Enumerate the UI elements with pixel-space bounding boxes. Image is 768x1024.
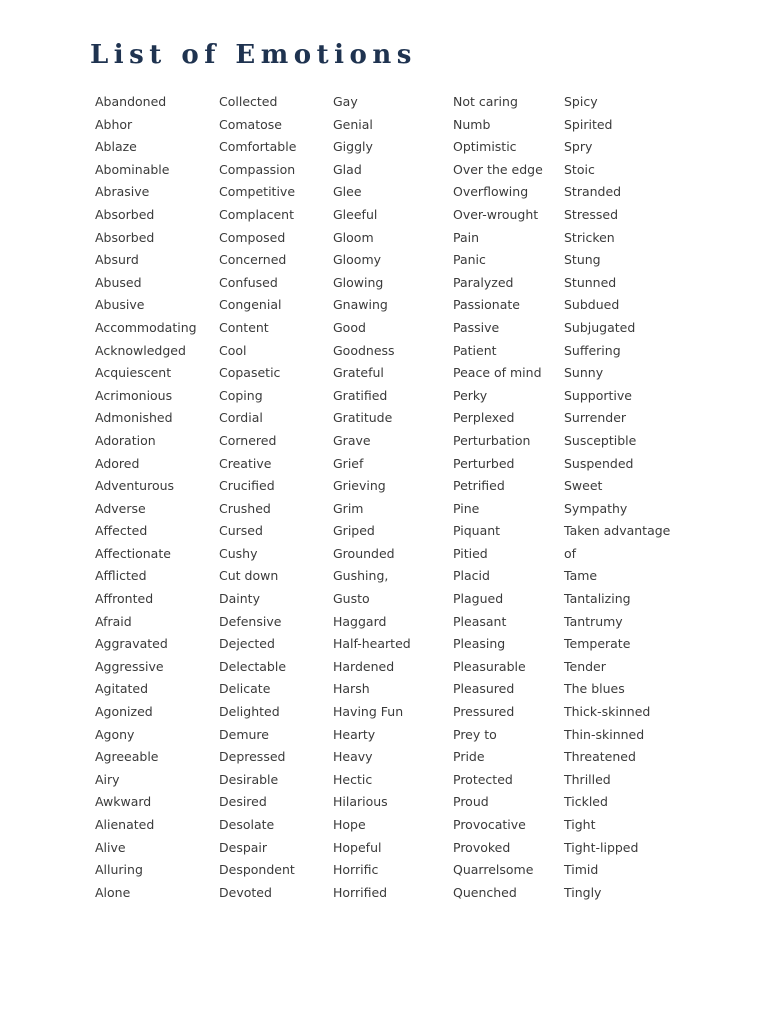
emotion-word: Content — [219, 319, 269, 335]
emotion-word: Hope — [333, 817, 366, 832]
emotion-word: Harsh — [333, 681, 370, 697]
emotion-word: Stranded — [564, 184, 622, 200]
emotion-word: Absorbed — [95, 206, 155, 222]
emotion-word: Grounded — [333, 545, 395, 561]
emotion-word: Hardened — [333, 658, 395, 674]
emotion-word: Afraid — [95, 613, 132, 629]
emotion-word: Subdued — [564, 297, 620, 313]
emotion-word: Abrasive — [95, 184, 150, 200]
emotion-word: Despondent — [219, 862, 295, 878]
emotion-word: Pride — [453, 749, 485, 765]
emotion-word: Over the edge — [453, 161, 543, 177]
emotion-word: Aggressive — [95, 658, 164, 674]
emotion-word: Awkward — [95, 794, 152, 810]
emotion-word: Horrified — [333, 884, 388, 900]
emotion-word: Heavy — [333, 749, 373, 765]
emotion-word: Grief — [333, 455, 364, 471]
emotion-word: Admonished — [95, 410, 173, 426]
emotion-word: Supportive — [564, 387, 632, 403]
emotion-word: Provocative — [453, 817, 526, 832]
emotion-word: Desired — [219, 794, 267, 810]
emotion-word: Demure — [219, 726, 269, 742]
emotion-word: Abandoned — [95, 94, 167, 109]
emotion-word: Stunned — [564, 274, 617, 290]
emotion-word: Coping — [219, 387, 263, 403]
emotion-word: Adored — [95, 455, 140, 471]
emotion-word: Prey to — [453, 726, 497, 742]
emotion-word: Aggravated — [95, 636, 168, 652]
emotion-column-1 — [95, 91, 197, 904]
emotion-word: Adverse — [95, 500, 146, 516]
emotion-word: Devoted — [219, 884, 272, 900]
emotion-word: Pain — [453, 229, 480, 245]
emotion-word: Thin-skinned — [564, 726, 645, 742]
emotion-word: Gushing, — [333, 568, 389, 584]
emotion-word: Acrimonious — [95, 387, 173, 403]
emotion-word: Pleasurable — [453, 658, 526, 674]
emotion-word: Good — [333, 319, 366, 335]
emotion-word: Agitated — [95, 681, 149, 697]
emotion-word: Protected — [453, 771, 513, 787]
emotion-word: Abhor — [95, 116, 133, 132]
emotion-word: Crushed — [219, 500, 271, 516]
emotion-word: Copasetic — [219, 365, 281, 381]
emotion-word: Gusto — [333, 591, 370, 607]
emotion-word: Cordial — [219, 410, 263, 426]
emotion-word: Cut down — [219, 568, 279, 584]
emotion-word: Gratitude — [333, 410, 393, 426]
emotion-word: Pleasing — [453, 636, 506, 652]
emotion-word: Acquiescent — [95, 365, 172, 381]
emotion-word: Tantrumy — [564, 613, 623, 629]
emotion-word: Collected — [219, 94, 278, 109]
emotion-word: Composed — [219, 229, 286, 245]
emotion-word: Gleeful — [333, 206, 378, 222]
emotion-word: Cushy — [219, 545, 258, 561]
emotion-word: Adventurous — [95, 478, 175, 494]
emotion-word: Agony — [95, 726, 135, 742]
emotion-word: Petrified — [453, 478, 505, 494]
emotion-word: Suffering — [564, 342, 621, 358]
emotion-word: Glee — [333, 184, 362, 200]
emotion-word: Desolate — [219, 817, 275, 832]
emotion-word: Goodness — [333, 342, 395, 358]
emotion-word: Sweet — [564, 478, 603, 494]
emotion-word: Comatose — [219, 116, 282, 132]
emotion-word: Grieving — [333, 478, 386, 494]
emotion-word: of — [564, 545, 577, 561]
emotion-word: Spicy — [564, 94, 598, 109]
emotion-word: Perturbed — [453, 455, 515, 471]
emotion-word: Perturbation — [453, 432, 531, 448]
emotion-word: Affectionate — [95, 545, 171, 561]
emotion-word: Perky — [453, 387, 488, 403]
emotion-word: Paralyzed — [453, 274, 514, 290]
emotion-word: Taken advantage — [564, 523, 671, 539]
emotion-word: Adoration — [95, 432, 156, 448]
emotion-word: Desirable — [219, 771, 279, 787]
emotion-word: Surrender — [564, 410, 627, 426]
emotion-column-5 — [564, 91, 670, 904]
emotion-word: Alone — [95, 884, 131, 900]
emotion-word: Depressed — [219, 749, 286, 765]
emotion-word: Alienated — [95, 817, 155, 832]
emotion-word: Spirited — [564, 116, 613, 132]
emotion-word: Acknowledged — [95, 342, 186, 358]
emotion-word: Delighted — [219, 704, 280, 720]
page-title: List of Emotions — [90, 40, 417, 70]
emotion-word: Alive — [95, 839, 126, 855]
emotion-word: Passive — [453, 319, 500, 335]
emotion-word: Afflicted — [95, 568, 147, 584]
emotion-word: Haggard — [333, 613, 387, 629]
emotion-word: Confused — [219, 274, 278, 290]
emotion-word: Cornered — [219, 432, 277, 448]
emotion-word: Complacent — [219, 206, 295, 222]
emotion-word: Grateful — [333, 365, 384, 381]
emotion-word: Ablaze — [95, 139, 137, 155]
emotion-word: Tender — [564, 658, 606, 674]
emotion-word: Despair — [219, 839, 268, 855]
emotion-word: Grim — [333, 500, 364, 516]
emotion-word: Griped — [333, 523, 375, 539]
emotion-word: Absorbed — [95, 229, 155, 245]
emotion-word: Hectic — [333, 771, 373, 787]
emotion-word: Competitive — [219, 184, 296, 200]
emotion-word: Cursed — [219, 523, 263, 539]
emotion-word: Subjugated — [564, 319, 636, 335]
emotion-word: Alluring — [95, 862, 143, 878]
emotion-word: Dejected — [219, 636, 275, 652]
emotion-word: Creative — [219, 455, 272, 471]
emotion-word: Hearty — [333, 726, 376, 742]
emotion-word: Pine — [453, 500, 480, 516]
emotion-word: Pleasured — [453, 681, 515, 697]
emotion-word: Genial — [333, 116, 373, 132]
emotion-word: Peace of mind — [453, 365, 542, 381]
emotion-word: Abusive — [95, 297, 145, 313]
emotion-word: Compassion — [219, 161, 296, 177]
emotion-word: Pleasant — [453, 613, 507, 629]
emotion-word: Proud — [453, 794, 489, 810]
emotion-word: Delectable — [219, 658, 287, 674]
emotion-word: Gratified — [333, 387, 388, 403]
emotion-word: Passionate — [453, 297, 520, 313]
emotion-word: Not caring — [453, 94, 518, 109]
emotion-word: Plagued — [453, 591, 504, 607]
emotion-word: Cool — [219, 342, 247, 358]
emotion-word: Delicate — [219, 681, 271, 697]
emotion-word: Giggly — [333, 139, 373, 155]
emotion-word: Tantalizing — [564, 591, 631, 607]
emotion-word: Airy — [95, 771, 120, 787]
emotion-word: Susceptible — [564, 432, 637, 448]
emotion-word: Over-wrought — [453, 206, 539, 222]
emotion-word: Provoked — [453, 839, 511, 855]
emotion-word: Accommodating — [95, 319, 197, 335]
emotion-word: Abused — [95, 274, 142, 290]
emotion-word: Tight — [564, 817, 596, 832]
emotion-word: Placid — [453, 568, 490, 584]
emotion-word: Suspended — [564, 455, 634, 471]
emotion-word: Stoic — [564, 161, 595, 177]
emotion-word: Absurd — [95, 252, 139, 268]
emotion-word: Defensive — [219, 613, 282, 629]
emotion-word: Grave — [333, 432, 371, 448]
emotion-word: Tame — [564, 568, 598, 584]
emotion-word: Agonized — [95, 704, 153, 720]
emotion-column-2 — [219, 91, 296, 904]
emotion-word: Affected — [95, 523, 148, 539]
emotion-word: Numb — [453, 116, 491, 132]
emotion-word: Piquant — [453, 523, 501, 539]
emotion-word: Having Fun — [333, 704, 404, 720]
emotion-word: Panic — [453, 252, 486, 268]
emotion-word: Tickled — [564, 794, 608, 810]
emotion-word: Congenial — [219, 297, 282, 313]
emotion-word: Quenched — [453, 884, 517, 900]
emotion-word: Overflowing — [453, 184, 529, 200]
emotion-word: Crucified — [219, 478, 275, 494]
emotion-word: Sunny — [564, 365, 604, 381]
emotion-word: Comfortable — [219, 139, 297, 155]
emotion-word: The blues — [564, 681, 625, 697]
emotion-word: Stricken — [564, 229, 615, 245]
emotion-word: Spry — [564, 139, 593, 155]
emotion-word: Quarrelsome — [453, 862, 534, 878]
emotion-word: Affronted — [95, 591, 154, 607]
emotion-word: Hopeful — [333, 839, 382, 855]
emotion-word: Gay — [333, 94, 358, 109]
emotion-word: Thrilled — [564, 771, 611, 787]
emotion-word: Perplexed — [453, 410, 515, 426]
emotion-word: Half-hearted — [333, 636, 411, 652]
emotion-word: Thick-skinned — [564, 704, 651, 720]
emotion-word: Abominable — [95, 161, 170, 177]
emotion-word: Glad — [333, 161, 362, 177]
emotion-word: Concerned — [219, 252, 287, 268]
emotion-column-4 — [453, 91, 543, 904]
emotion-word: Hilarious — [333, 794, 388, 810]
emotion-word: Timid — [564, 862, 599, 878]
emotion-word: Gloomy — [333, 252, 382, 268]
emotion-word: Glowing — [333, 274, 384, 290]
emotion-word: Gloom — [333, 229, 374, 245]
emotion-word: Stung — [564, 252, 601, 268]
emotion-word: Dainty — [219, 591, 260, 607]
emotion-word: Stressed — [564, 206, 619, 222]
emotion-word: Temperate — [564, 636, 631, 652]
emotion-word: Pressured — [453, 704, 515, 720]
emotion-word: Threatened — [564, 749, 636, 765]
emotion-word: Tingly — [564, 884, 602, 900]
emotion-word: Pitied — [453, 545, 488, 561]
emotion-word: Optimistic — [453, 139, 517, 155]
emotion-word: Horrific — [333, 862, 379, 878]
emotion-word: Tight-lipped — [564, 839, 639, 855]
emotion-word: Gnawing — [333, 297, 388, 313]
emotion-word: Sympathy — [564, 500, 628, 516]
emotion-word: Agreeable — [95, 749, 159, 765]
emotion-word: Patient — [453, 342, 497, 358]
emotion-column-3 — [333, 91, 411, 904]
